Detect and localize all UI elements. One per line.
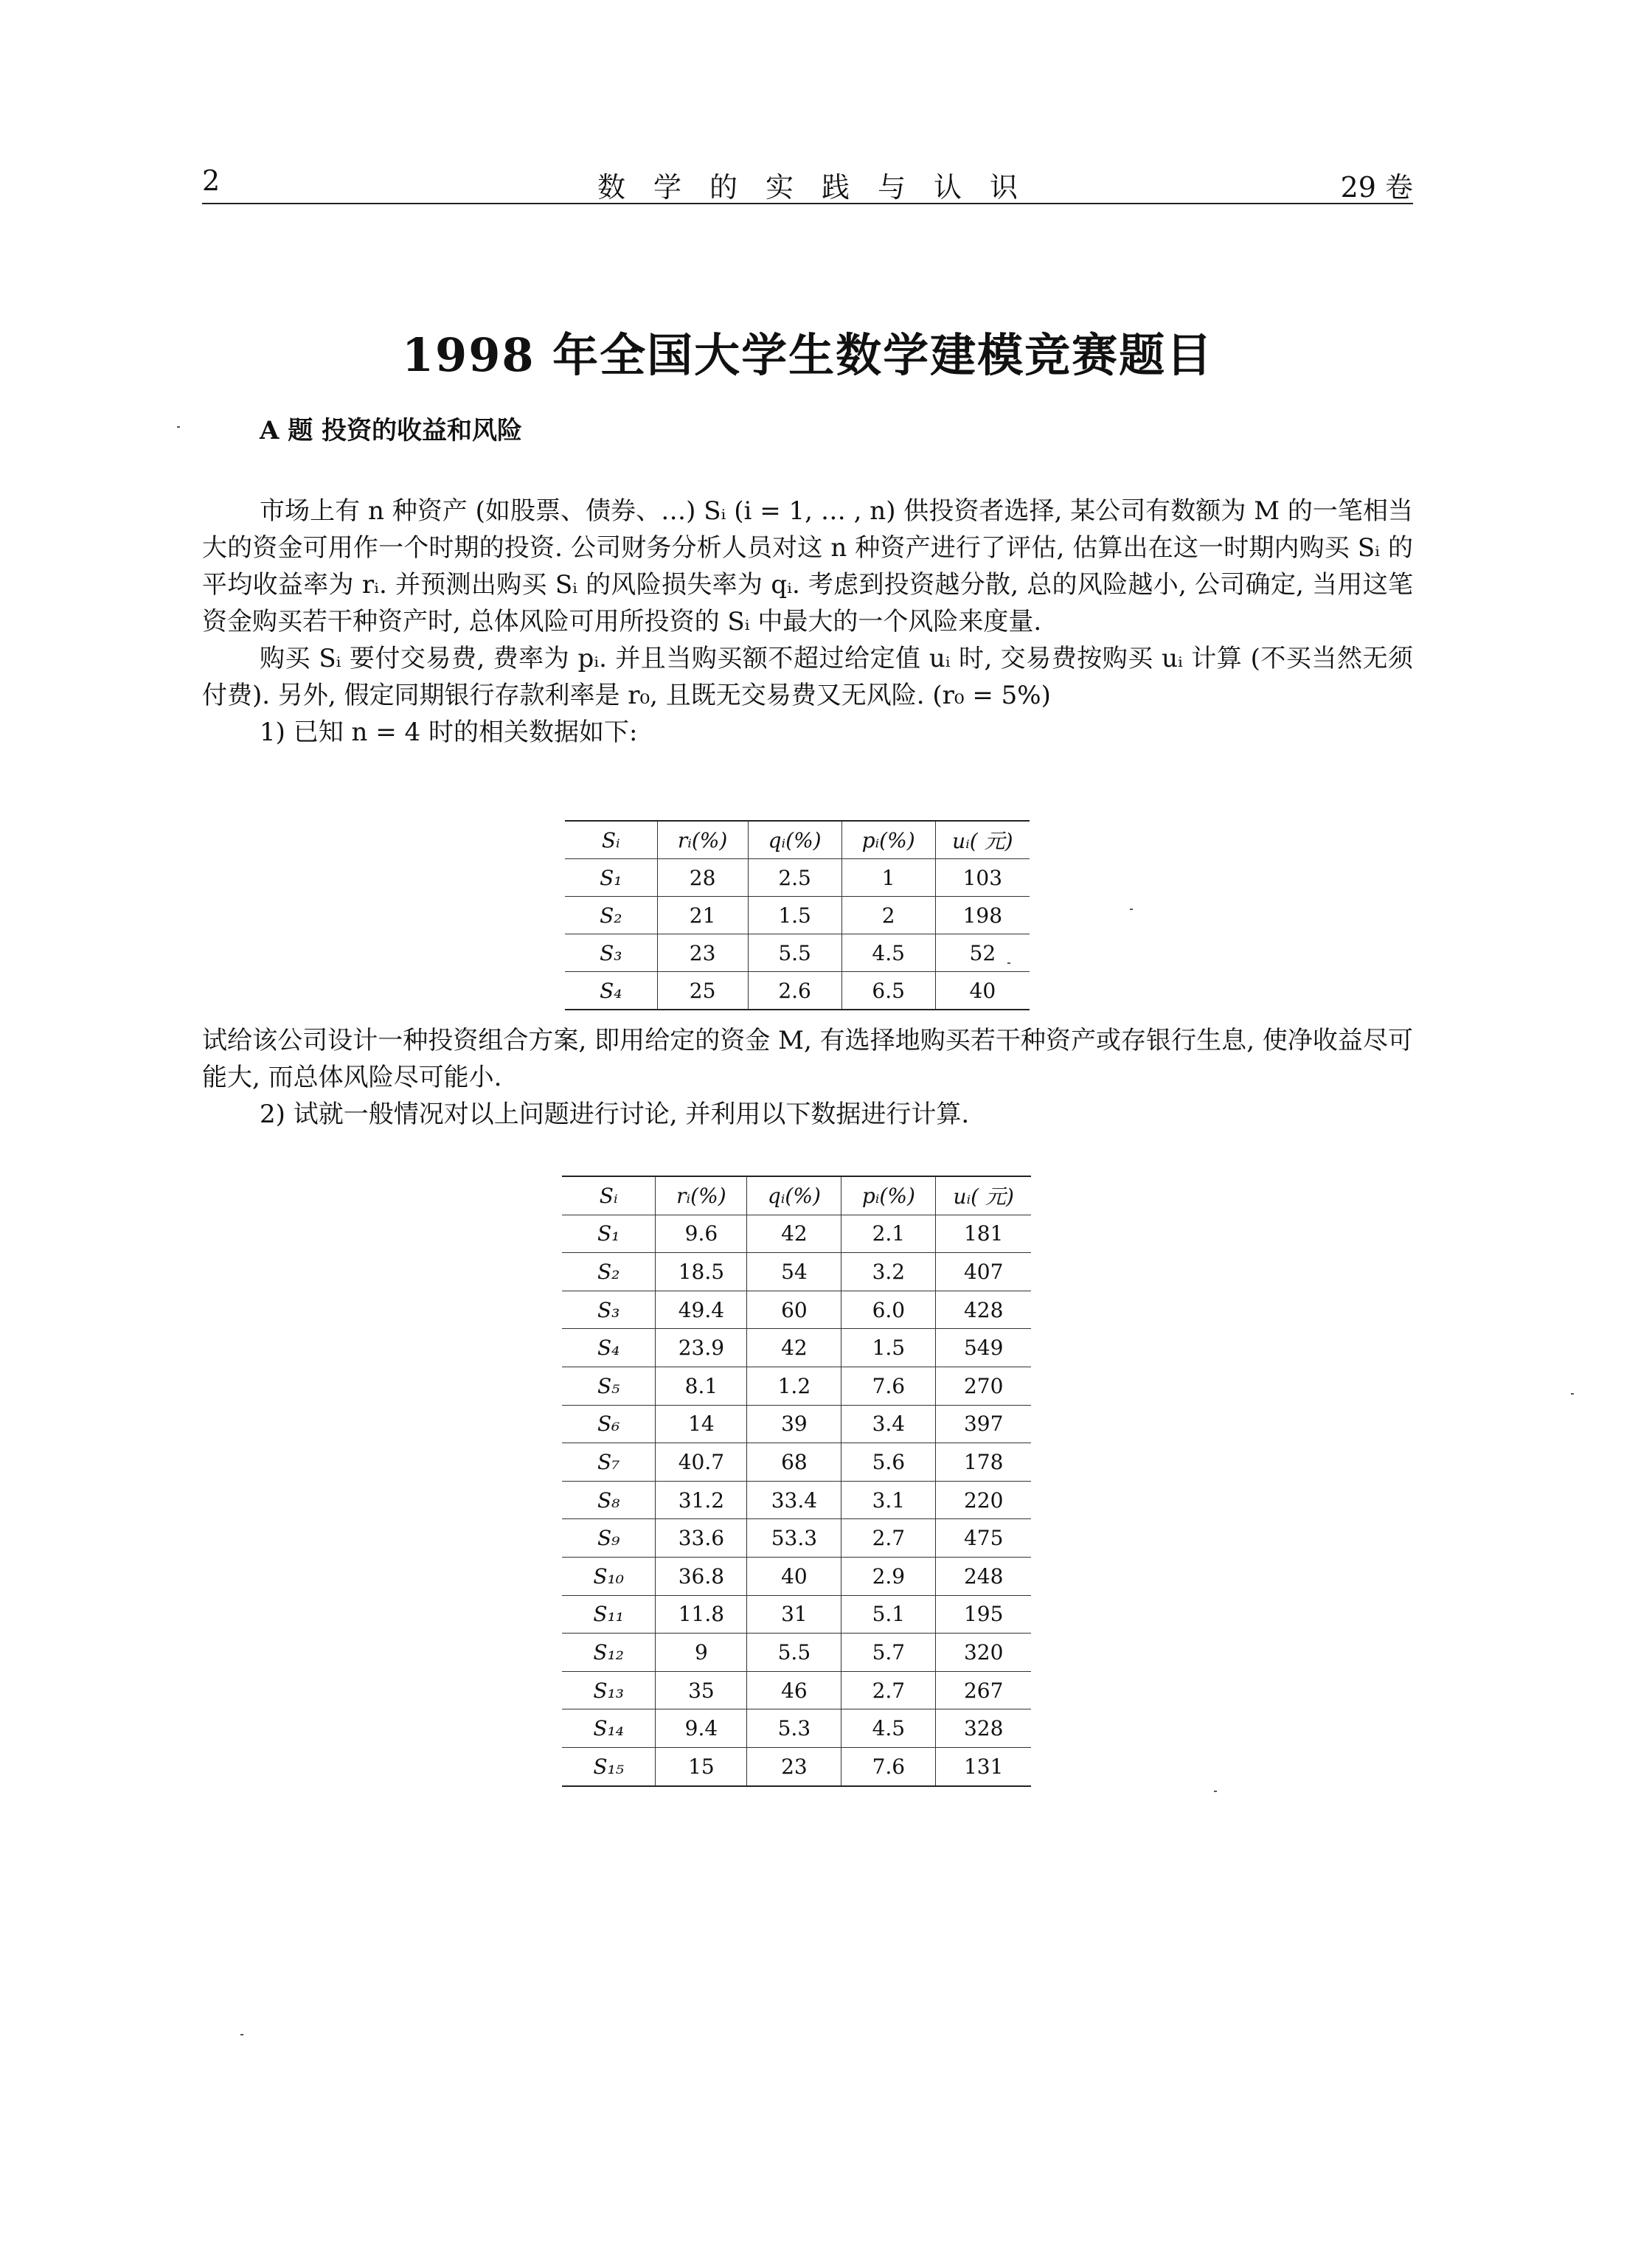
table-cell: 7.6	[841, 1747, 936, 1785]
column-header: Sᵢ	[562, 1176, 656, 1215]
asset-id-cell: S₂	[562, 1253, 656, 1291]
table-row	[562, 1291, 1031, 1329]
table-row	[562, 1634, 1031, 1672]
table-cell: 5.6	[841, 1443, 936, 1482]
table-cell: 2.7	[841, 1519, 936, 1558]
table-cell: 5.5	[747, 1634, 841, 1672]
table-cell: 68	[747, 1443, 841, 1482]
asset-id-cell: S₂	[565, 897, 657, 934]
asset-id-cell: S₈	[562, 1481, 656, 1519]
table-row	[562, 1481, 1031, 1519]
table-cell: 3.2	[841, 1253, 936, 1291]
table-cell: 1	[841, 859, 935, 897]
table-cell: 2.5	[748, 859, 841, 897]
table-cell: 53.3	[747, 1519, 841, 1558]
column-header: pᵢ(%)	[841, 821, 935, 859]
table-row	[562, 1519, 1031, 1558]
column-header: uᵢ( 元)	[936, 1176, 1031, 1215]
asset-id-cell: S₄	[562, 1329, 656, 1367]
table-cell: 31	[747, 1595, 841, 1634]
intro-paragraph: 市场上有 n 种资产 (如股票、债券、…) Sᵢ (i = 1, … , n) 供投资者选择, 某公司有数额为 M 的一笔相当大的资金可用作一个时期的投资. 公司财务分析人员对这 n 种资产进行了评估, 估算出在这一时期内购买 Sᵢ 的平均收益率为 rᵢ. 并预测出购买 Sᵢ 的风险损失率为 qᵢ. 考虑到投资越分散, 总的风险越小, 公司确定, 当用这笔资金购买若干种资产时, 总体风险可用所投资的 Sᵢ 中最大的一个风险来度量.	[202, 496, 1413, 636]
table-cell: 23	[657, 934, 748, 972]
table-cell: 23.9	[656, 1329, 747, 1367]
table-cell: 25	[657, 972, 748, 1010]
table-cell: 11.8	[656, 1595, 747, 1634]
table-row	[562, 1671, 1031, 1709]
table-cell: 33.4	[747, 1481, 841, 1519]
scan-speck	[240, 2034, 243, 2035]
table-cell: 9	[656, 1634, 747, 1672]
table-cell: 1.2	[747, 1367, 841, 1405]
table-cell: 14	[656, 1405, 747, 1443]
scan-speck	[1214, 1791, 1217, 1792]
table-cell: 328	[936, 1709, 1031, 1748]
asset-id-cell: S₁₂	[562, 1634, 656, 1672]
table-cell: 2.1	[841, 1215, 936, 1253]
table-cell: 270	[936, 1367, 1031, 1405]
table-row	[562, 1253, 1031, 1291]
item1-intro: 1) 已知 n = 4 时的相关数据如下:	[260, 718, 638, 747]
table-row	[565, 897, 1030, 934]
table-cell: 267	[936, 1671, 1031, 1709]
column-header: rᵢ(%)	[656, 1176, 747, 1215]
table-cell: 8.1	[656, 1367, 747, 1405]
asset-id-cell: S₁	[562, 1215, 656, 1253]
asset-id-cell: S₉	[562, 1519, 656, 1558]
table-cell: 7.6	[841, 1367, 936, 1405]
table-cell: 4.5	[841, 934, 935, 972]
table-cell: 21	[657, 897, 748, 934]
table-cell: 3.1	[841, 1481, 936, 1519]
table-n15-data	[562, 1176, 1031, 1787]
table-cell: 5.3	[747, 1709, 841, 1748]
table-cell: 475	[936, 1519, 1031, 1558]
column-header: pᵢ(%)	[841, 1176, 936, 1215]
table-cell: 2.7	[841, 1671, 936, 1709]
table-cell: 18.5	[656, 1253, 747, 1291]
table-cell: 103	[935, 859, 1030, 897]
table-row	[565, 859, 1030, 897]
table-row	[562, 1329, 1031, 1367]
table-cell: 178	[936, 1443, 1031, 1482]
table-cell: 28	[657, 859, 748, 897]
table-cell: 2.9	[841, 1557, 936, 1595]
table-cell: 4.5	[841, 1709, 936, 1748]
design-task-paragraph: 试给该公司设计一种投资组合方案, 即用给定的资金 M, 有选择地购买若干种资产或存银行生息, 使净收益尽可能大, 而总体风险尽可能小.	[202, 1026, 1413, 1092]
table-cell: 23	[747, 1747, 841, 1785]
asset-id-cell: S₁₀	[562, 1557, 656, 1595]
table-row	[565, 934, 1030, 972]
scan-speck	[1571, 1393, 1574, 1395]
table-cell: 52	[935, 934, 1030, 972]
table-cell: 39	[747, 1405, 841, 1443]
table-cell: 181	[936, 1215, 1031, 1253]
table-cell: 40	[935, 972, 1030, 1010]
fee-paragraph: 购买 Sᵢ 要付交易费, 费率为 pᵢ. 并且当购买额不超过给定值 uᵢ 时, 交易费按购买 uᵢ 计算 (不买当然无须付费). 另外, 假定同期银行存款利率是 r₀, 且既无交易费又无风险. (r₀ = 5%)	[202, 644, 1413, 710]
table-cell: 5.5	[748, 934, 841, 972]
table-cell: 9.4	[656, 1709, 747, 1748]
table-cell: 2	[841, 897, 935, 934]
table-row	[565, 972, 1030, 1010]
column-header: uᵢ( 元)	[935, 821, 1030, 859]
page-number: 2	[202, 164, 221, 197]
table-row	[562, 1595, 1031, 1634]
problem-heading: A 题 投资的收益和风险	[260, 416, 523, 445]
table-cell: 3.4	[841, 1405, 936, 1443]
table-cell: 35	[656, 1671, 747, 1709]
asset-id-cell: S₁₁	[562, 1595, 656, 1634]
table-cell: 60	[747, 1291, 841, 1329]
table-row	[562, 1747, 1031, 1785]
asset-id-cell: S₁₄	[562, 1709, 656, 1748]
table-row	[562, 1405, 1031, 1443]
table-cell: 40.7	[656, 1443, 747, 1482]
table-cell: 9.6	[656, 1215, 747, 1253]
table-row	[562, 1443, 1031, 1482]
table-cell: 1.5	[748, 897, 841, 934]
table-row	[562, 1367, 1031, 1405]
table-cell: 33.6	[656, 1519, 747, 1558]
column-header: qᵢ(%)	[748, 821, 841, 859]
asset-id-cell: S₁₅	[562, 1747, 656, 1785]
body-text-2	[202, 1022, 1413, 1133]
table-cell: 2.6	[748, 972, 841, 1010]
table-n4-data	[565, 820, 1030, 1010]
asset-id-cell: S₄	[565, 972, 657, 1010]
table-cell: 46	[747, 1671, 841, 1709]
body-text-1	[202, 493, 1413, 751]
asset-id-cell: S₃	[562, 1291, 656, 1329]
table-cell: 131	[936, 1747, 1031, 1785]
table-cell: 40	[747, 1557, 841, 1595]
table-cell: 49.4	[656, 1291, 747, 1329]
table-cell: 407	[936, 1253, 1031, 1291]
journal-name: 数学的实践与认识	[597, 171, 1046, 204]
page-title: 1998 年全国大学生数学建模竞赛题目	[401, 328, 1214, 382]
running-header	[202, 159, 1413, 204]
asset-id-cell: S₁₃	[562, 1671, 656, 1709]
table-cell: 36.8	[656, 1557, 747, 1595]
table-row	[562, 1557, 1031, 1595]
column-header: Sᵢ	[565, 821, 657, 859]
table-cell: 1.5	[841, 1329, 936, 1367]
asset-id-cell: S₇	[562, 1443, 656, 1482]
table-cell: 42	[747, 1329, 841, 1367]
asset-id-cell: S₁	[565, 859, 657, 897]
table-row	[562, 1215, 1031, 1253]
column-header: rᵢ(%)	[657, 821, 748, 859]
asset-id-cell: S₃	[565, 934, 657, 972]
table-cell: 549	[936, 1329, 1031, 1367]
table-cell: 31.2	[656, 1481, 747, 1519]
table-cell: 5.1	[841, 1595, 936, 1634]
table-cell: 198	[935, 897, 1030, 934]
table-cell: 220	[936, 1481, 1031, 1519]
table-cell: 320	[936, 1634, 1031, 1672]
table-cell: 428	[936, 1291, 1031, 1329]
table-row	[562, 1709, 1031, 1748]
table-cell: 6.0	[841, 1291, 936, 1329]
table-cell: 397	[936, 1405, 1031, 1443]
volume-label: 29 卷	[1340, 171, 1413, 204]
table-cell: 15	[656, 1747, 747, 1785]
scan-speck	[1007, 962, 1010, 964]
table-cell: 6.5	[841, 972, 935, 1010]
asset-id-cell: S₆	[562, 1405, 656, 1443]
table-cell: 195	[936, 1595, 1031, 1634]
asset-id-cell: S₅	[562, 1367, 656, 1405]
table-cell: 54	[747, 1253, 841, 1291]
table-cell: 248	[936, 1557, 1031, 1595]
table-cell: 42	[747, 1215, 841, 1253]
scan-speck	[177, 426, 180, 428]
table-cell: 5.7	[841, 1634, 936, 1672]
column-header: qᵢ(%)	[747, 1176, 841, 1215]
item2-intro: 2) 试就一般情况对以上问题进行讨论, 并利用以下数据进行计算.	[260, 1100, 970, 1129]
scan-speck	[1130, 909, 1133, 910]
